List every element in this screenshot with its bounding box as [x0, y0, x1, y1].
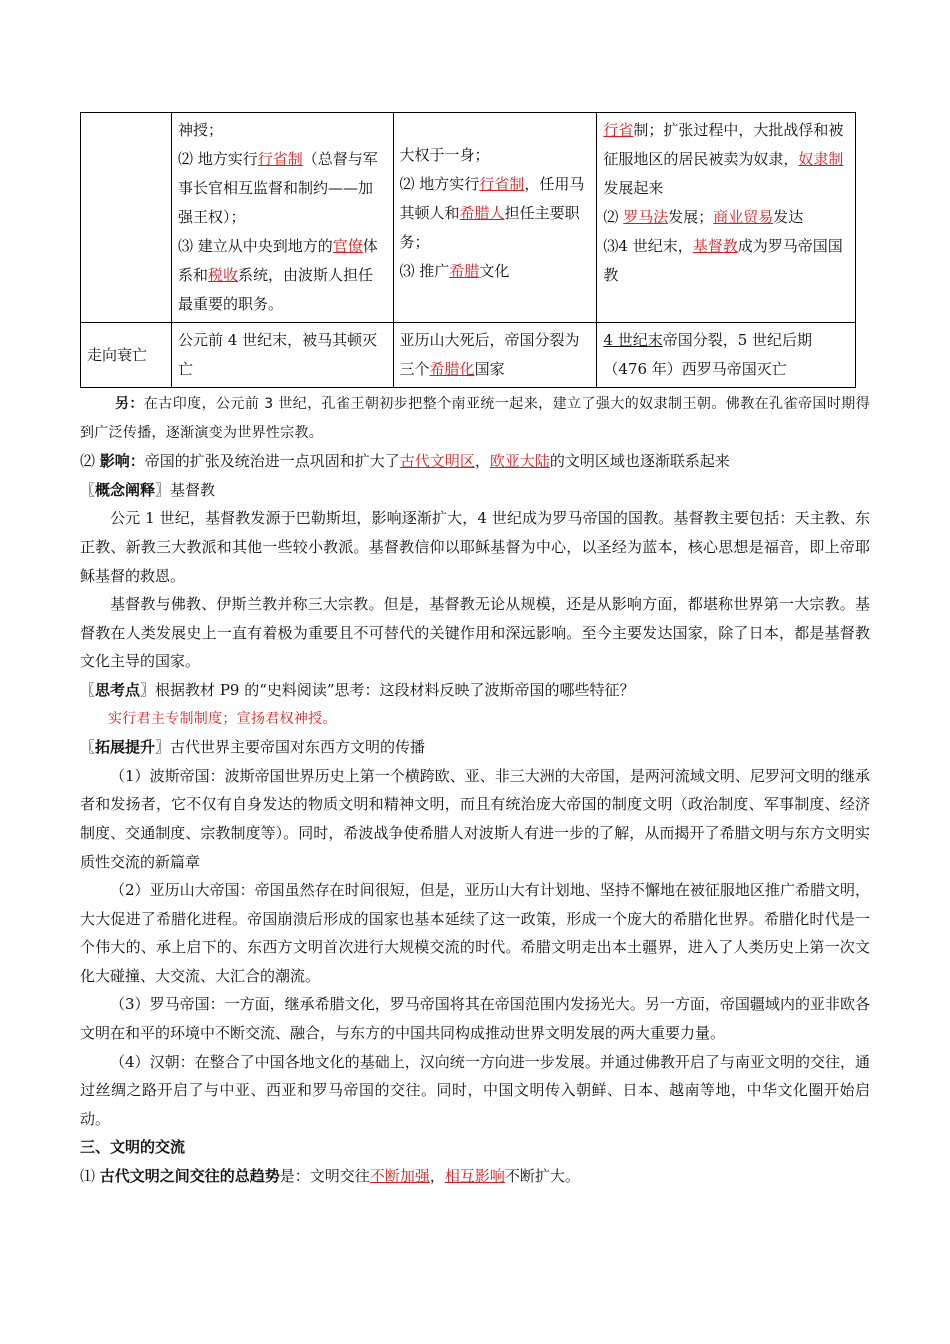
- also-note: 另：在古印度，公元前 3 世纪，孔雀王朝初步把整个南亚统一起来，建立了强大的奴隶制王朝。佛教在孔雀帝国时期得到广泛传播，逐渐演变为世界性宗教。: [80, 396, 870, 441]
- table-row: [81, 113, 856, 323]
- persia-cell: 神授； ⑵ 地方实行行省制（总督与军事长官相互监督和制约——加强王权）； ⑶ 建立从中央到地方的官僚体系和税收系统，由波斯人担任最重要的职务。: [171, 113, 393, 323]
- extend-paragraph: （4）汉朝：在整合了中国各地文化的基础上，汉向统一方向进一步发展。并通过佛教开启了与南亚文明的交往，通过丝绸之路开启了与中亚、西亚和罗马帝国的交往。同时，中国文明传入朝鲜、日本、越南等地，中华文化圈开始启动。: [80, 1052, 870, 1128]
- section-heading: 三、文明的交流: [80, 1138, 186, 1157]
- extend-paragraph: （1）波斯帝国：波斯帝国世界历史上第一个横跨欧、亚、非三大洲的大帝国，是两河流域文明、尼罗河文明的继承者和发扬者，它不仅有自身发达的物质文明和精神文明，而且有统治庞大帝国的制度文明（政治制度、军事制度、经济制度、交通制度、宗教制度等）。同时，希波战争使希腊人对波斯人有进一步的了解，从而揭开了希腊文明与东方文明实质性交流的新篇章: [80, 766, 870, 871]
- persia-decline: 公元前 4 世纪末，被马其顿灭亡: [171, 323, 393, 388]
- influence-line: ⑵ 影响：帝国的扩张及统治进一点巩固和扩大了古代文明区，欧亚大陆的文明区域也逐渐联系起来: [80, 452, 730, 471]
- alexander-cell: 大权于一身； ⑵ 地方实行行省制，任用马其顿人和希腊人担任主要职务； ⑶ 推广希腊文化: [393, 113, 597, 323]
- extend-heading: 〖拓展提升〗古代世界主要帝国对东西方文明的传播: [80, 738, 426, 757]
- page: [80, 112, 870, 1191]
- think-answer: 实行君主专制制度；宣扬君权神授。: [108, 710, 337, 727]
- concept-paragraph: 基督教与佛教、伊斯兰教并称三大宗教。但是，基督教无论从规模，还是从影响方面，都堪称世界第一大宗教。基督教在人类发展史上一直有着极为重要且不可替代的关键作用和深远影响。至今主要发达国家，除了日本，都是基督教文化主导的国家。: [80, 595, 870, 671]
- trend-line: ⑴ 古代文明之间交往的总趋势是：文明交往不断加强，相互影响不断扩大。: [80, 1167, 580, 1186]
- extend-paragraph: （2）亚历山大帝国：帝国虽然存在时间很短，但是，亚历山大有计划地、坚持不懈地在被征服地区推广希腊文明，大大促进了希腊化进程。帝国崩溃后形成的国家也基本延续了这一政策，形成一个庞大的希腊化世界。希腊化时代是一个伟大的、承上启下的、东西方文明首次进行大规模交流的时代。希腊文明走出本土疆界，进入了人类历史上第一次文化大碰撞、大交流、大汇合的潮流。: [80, 881, 870, 985]
- think-heading: 〖思考点〗根据教材 P9 的“史料阅读”思考：这段材料反映了波斯帝国的哪些特征？: [80, 680, 635, 699]
- concept-heading: 〖概念阐释〗基督教: [80, 480, 216, 499]
- rome-cell: 行省制；扩张过程中，大批战俘和被征服地区的居民被卖为奴隶，奴隶制发展起来 ⑵ 罗马法发展；商业贸易发达 ⑶4 世纪末，基督教成为罗马帝国国教: [597, 113, 856, 323]
- alexander-decline: 亚历山大死后，帝国分裂为三个希腊化国家: [393, 323, 597, 388]
- extend-paragraph: （3）罗马帝国：一方面，继承希腊文化，罗马帝国将其在帝国范围内发扬光大。另一方面，帝国疆域内的亚非欧各文明在和平的环境中不断交流、融合，与东方的中国共同构成推动世界文明发展的两大重要力量。: [80, 995, 870, 1043]
- empire-comparison-table: [80, 112, 856, 388]
- row-label-cell: [81, 113, 172, 323]
- table-row: [81, 323, 856, 388]
- rome-decline: 4 世纪末帝国分裂，5 世纪后期（476 年）西罗马帝国灭亡: [597, 323, 856, 388]
- concept-paragraph: 公元 1 世纪，基督教发源于巴勒斯坦，影响逐渐扩大，4 世纪成为罗马帝国的国教。基督教主要包括：天主教、东正教、新教三大教派和其他一些较小教派。基督教信仰以耶稣基督为中心，以圣经为蓝本，核心思想是福音，即上帝耶稣基督的救恩。: [80, 509, 870, 585]
- decline-label: 走向衰亡: [81, 323, 172, 388]
